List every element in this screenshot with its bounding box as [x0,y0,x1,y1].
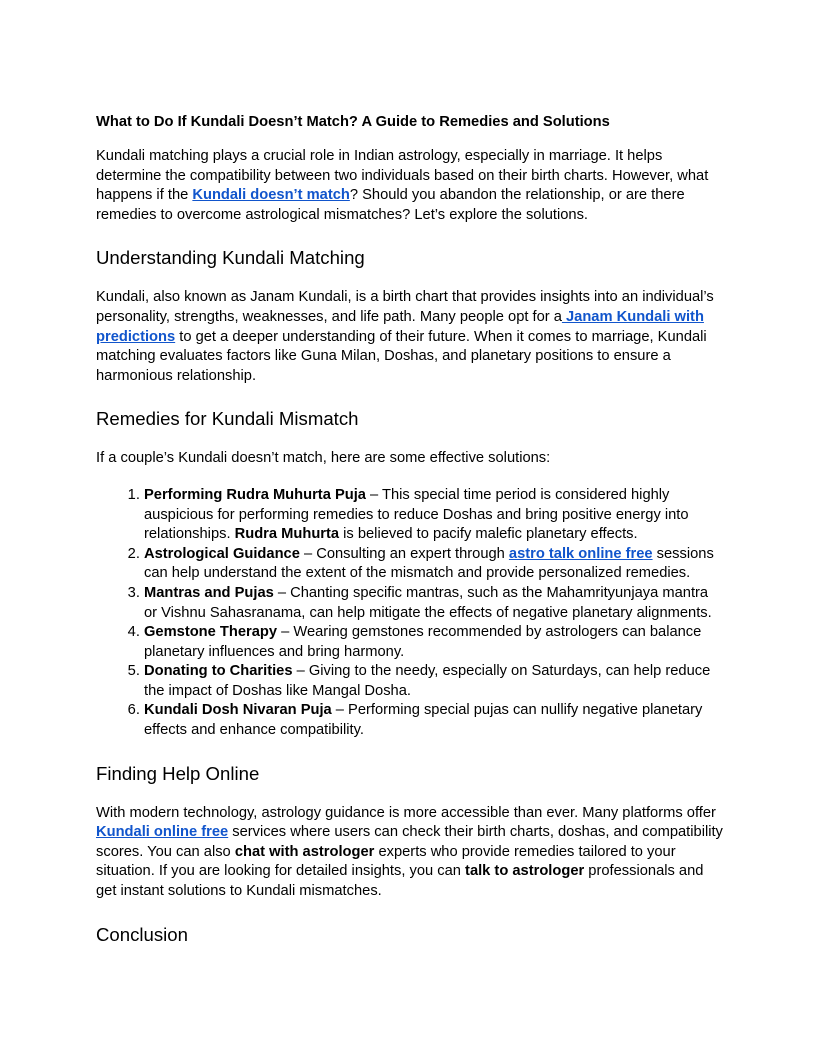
kundali-doesnt-match-link[interactable]: Kundali doesn’t match [192,187,350,204]
heading-conclusion: Conclusion [96,923,188,945]
list-item: 4. Gemstone Therapy – Wearing gemstones recommended by astrologers can balance planetary influences and bring harmony. [144,623,724,662]
kundali-online-free-link[interactable]: Kundali online free [96,824,229,841]
janam-kundali-link[interactable]: Janam Kundali with predictions [96,308,704,345]
astro-talk-link[interactable]: astro talk online free [508,545,653,562]
list-item: 2. Astrological Guidance – Consulting an expert through astro talk online free sessions can help understand the extent of the mismatch and provide personalized remedies. [144,545,724,584]
list-item: 6. Kundali Dosh Nivaran Puja – Performing special pujas can nullify negative planetary effects and enhance compatibility. [144,701,724,740]
understanding-paragraph: Kundali, also known as Janam Kundali, is a birth chart that provides insights into an individual’s personality, strengths, weaknesses, and life path. Many people opt for a Janam Kundali with predictions to get a deeper understanding of their future. When it comes to marriage, Kundali matching evaluates factors like Guna Milan, Doshas, and planetary positions to ensure a harmonious relationship. [96,289,714,384]
help-paragraph: With modern technology, astrology guidance is more accessible than ever. Many platforms offer Kundali online free services where users can check their birth charts, doshas, and compatibility scores. You can also chat with astrologer experts who provide remedies tailored to your situation. If you are looking for detailed insights, you can talk to astrologer professionals and get instant solutions to Kundali mismatches. [96,804,723,900]
list-item: 5. Donating to Charities – Giving to the needy, especially on Saturdays, can help reduce the impact of Doshas like Mangal Dosha. [144,662,724,701]
heading-finding-help: Finding Help Online [96,762,260,784]
document-title: What to Do If Kundali Doesn’t Match? A Guide to Remedies and Solutions [96,114,610,130]
remedies-list [96,486,724,741]
document-page [96,113,724,965]
list-item: 1. Performing Rudra Muhurta Puja – This special time period is considered highly auspicious for performing remedies to reduce Doshas and bring positive energy into relationships. Rudra Muhurta is believed to pacify malefic planetary effects. [144,486,724,545]
remedies-lead: If a couple’s Kundali doesn’t match, here are some effective solutions: [96,450,551,467]
heading-understanding: Understanding Kundali Matching [96,247,365,269]
intro-paragraph: Kundali matching plays a crucial role in Indian astrology, especially in marriage. It helps determine the compatibility between two individuals based on their birth charts. However, what happens if the Kundali doesn’t match? Should you abandon the relationship, or are there remedies to overcome astrological mismatches? Let’s explore the solutions. [96,148,709,223]
list-item: 3. Mantras and Pujas – Chanting specific mantras, such as the Mahamrityunjaya mantra or Vishnu Sahasranama, can help mitigate the effects of negative planetary alignments. [144,584,724,623]
heading-remedies: Remedies for Kundali Mismatch [96,408,359,430]
